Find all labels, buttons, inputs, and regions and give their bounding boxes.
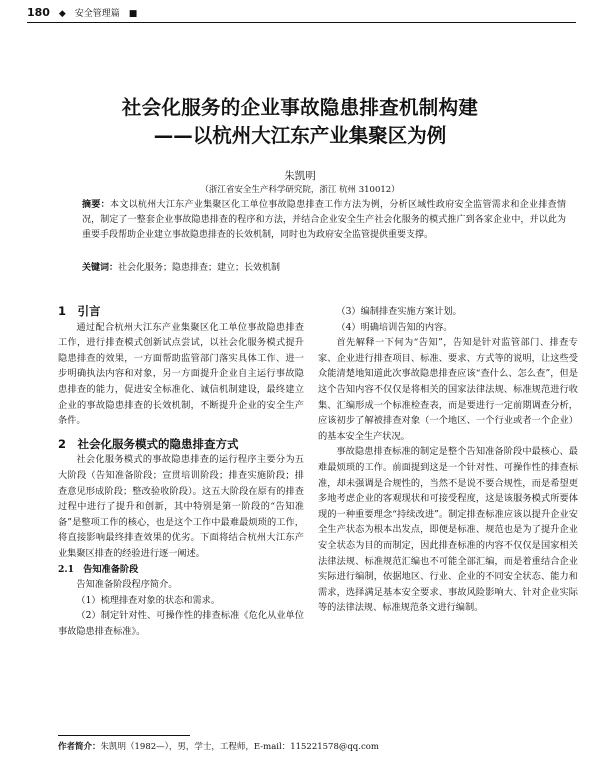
author-affiliation: （浙江省安全生产科学研究院，浙江 杭州 310012） [200, 185, 400, 195]
footnote-text: 朱凯明（1982—），男，学士，工程师，E-mail：11522157​8@qq.com [100, 742, 379, 752]
journal-section: ◆ 安全管理篇 ■ [58, 9, 138, 19]
subsection-2-1-paragraph: 告知准备阶段程序简介。 [76, 579, 178, 591]
paper-subtitle: ——以杭州大江东产业集聚区为例 [153, 124, 447, 147]
header-rule [27, 22, 576, 23]
section-2-paragraph: 社会化服务模式的事故隐患排查的运行程序主要分为五大阶段（告知准备阶段；宣贯培训阶段；排查实施阶段；排查意见形成阶段；整改验收阶段）。这五大阶段在原有的排查过程中进行了提升和创新，其中特别是第一阶段的“告知准备”是整项工作的核心，也是这个工作中最难最烦琐的工作，将直接影响最终排查效果的优劣。下面将结合杭州大江东产业集聚区排查的经验进行逐一阐述。 [58, 454, 304, 559]
author-name: 朱凯明 [284, 170, 316, 182]
list-item: （2）制定针对性、可操作性的排查标准《危化从业单位事故隐患排查标准》。 [58, 610, 304, 637]
section-1-heading: 1 引言 [58, 304, 101, 318]
author-footnote [58, 740, 379, 752]
abstract-text: 本文以杭州大江东产业集聚区化工单位事故隐患排查工作方法为例，分析区域性政府安全监管需求和企业排查情况，制定了一整套企业事故隐患排查的程序和方法，并结合企业安全生产社会化服务的模式推广到各家企业中，并以此为重要手段帮助企业建立事故隐患排查的长效机制，同时也为政府安全监管提供重要支撑。 [82, 200, 566, 241]
left-column [58, 304, 304, 639]
keywords-label: 关键词： [82, 263, 119, 273]
page-number: 180 [27, 6, 50, 19]
keywords [82, 260, 566, 273]
right-column [318, 304, 578, 616]
footnote-label: 作者简介： [58, 742, 101, 752]
abstract [82, 198, 566, 244]
subsection-2-1-heading: 2.1 告知准备阶段 [58, 563, 139, 575]
list-item: （3）编制排查实施方案计划。 [336, 306, 462, 317]
paper-title: 社会化服务的企业事故隐患排查机制构建 [121, 96, 479, 119]
section-1-paragraph: 通过配合杭州大江东产业集聚区化工单位事故隐患排查工作，进行排查模式创新试点尝试，以社会化服务模式提升隐患排查的效果，一方面帮助监管部门落实具体工作、进一步明确执法内容和对象，另一方面提升企业自主运行事故隐患排查的能力，促进安全标准化、诚信机制建设，最终建立企业的事故隐患排查的长效机制，不断提升企业的安全生产条件。 [58, 321, 304, 427]
abstract-label: 摘要： [82, 200, 110, 210]
body-paragraph: 事故隐患排查标准的制定是整个告知准备阶段中最核心、最难最烦琐的工作。前面提到这是一个针对性、可操作性的排查标准，却未强调是合规性的，当然不是说不要合规性，而是希望更多地考虑企业的客观现状和可接受程度，这是该服务模式所要体现的一种重要理念“持续改进”。制定排查标准应该以提升企业安全生产状态为根本出发点，即便是标准、规范也是为了提升企业安全状态为目的而制定，因此排查标准的内容不仅仅是国家相关法律法规、标准规范汇编也不可能全部汇编，而是着重结合企业实际进行编制，依据地区、行业、企业的不同安全状态、能力和需求，选择满足基本安全要求、事故风险影响大、针对企业实际等的法律法规、标准规范条文进行编制。 [318, 446, 578, 614]
running-header [27, 6, 137, 19]
body-paragraph: 首先解释一下何为“告知”，告知是针对监管部门、排查专家、企业进行排查项目、标准、要求、方式等的说明，让这些受众能清楚地知道此次事故隐患排查应该“查什么、怎么查”，但是这个告知内容不仅仅是将相关的国家法律法规、标准规范进行收集、汇编形成一个标准检查表，而是要进行一定前期调查分析，应该初步了解被排查对象（一个地区、一个行业或者一个企业）的基本安全生产状况。 [318, 337, 578, 442]
section-2-heading: 2 社会化服务模式的隐患排查方式 [58, 436, 239, 451]
footnote-rule [58, 735, 190, 736]
keywords-text: 社会化服务；隐患排查；建立；长效机制 [118, 263, 281, 273]
list-item: （1）梳理排查对象的状态和需求。 [76, 594, 221, 606]
list-item: （4）明确培训告知的内容。 [336, 321, 453, 333]
